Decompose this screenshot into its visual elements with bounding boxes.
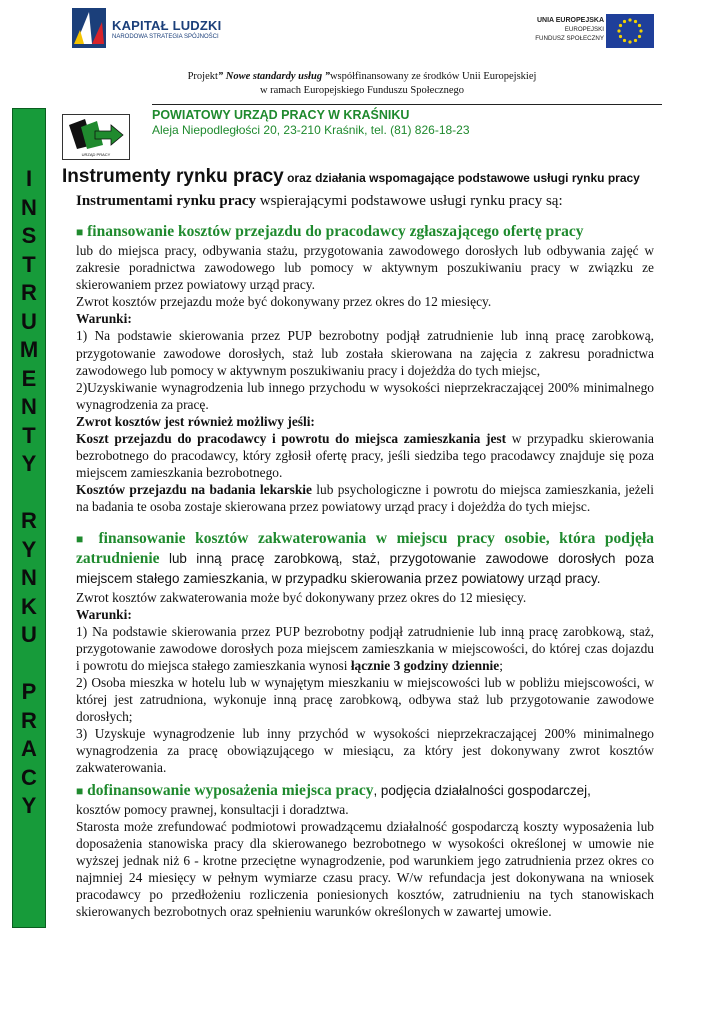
intro: [76, 191, 654, 211]
eu-line3: FUNDUSZ SPOŁECZNY: [535, 35, 604, 42]
sidebar-letter: N: [21, 394, 37, 419]
page-title: [62, 165, 654, 190]
sidebar-letter: U: [21, 622, 37, 647]
eu-flag-icon: [606, 14, 654, 48]
sidebar-letter: I: [25, 166, 33, 191]
sidebar-letter: P: [21, 679, 37, 704]
s2-c1-post: ;: [499, 657, 503, 673]
s1-cond-label: Warunki:: [76, 311, 132, 327]
s1-a2-bold: Kosztów przejazdu na badania lekarskie: [76, 482, 312, 498]
section2-title: finansowanie kosztów zakwaterowania w miejscu pracy osobie, która podjęła zatrudnienie: [76, 529, 654, 567]
s1-c2: 2)Uzyskiwanie wynagrodzenia lub innego przychodu w wysokości nieprzekraczającej 200% minimalnego wynagrodzenia za pracę.: [76, 379, 654, 412]
s1-also-label: Zwrot kosztów jest również możliwy jeśli:: [76, 413, 315, 429]
section3-title-cont: , podjęcia działalności gospodarczej,: [373, 782, 591, 798]
s2-cond-label: Warunki:: [76, 606, 132, 622]
project-prefix: Projekt: [187, 71, 218, 82]
project-title: ” Nowe standardy usług ”: [217, 71, 330, 82]
s1-c1: 1) Na podstawie skierowania przez PUP bezrobotny podjął zatrudnienie lub inną pracę zarobkową, przygotowanie zawodowe dorosłych, staż lub została skierowana na zajęcia z zakresu poradnictwa zawodowego lub pomocy w aktywnym poszukiwaniu pracy i dojeżdża do tych miejsc,: [76, 328, 654, 378]
sidebar-letter: T: [22, 422, 36, 448]
sidebar-letter: Y: [21, 536, 37, 562]
sidebar-letter: E: [21, 365, 37, 391]
kapital-ludzki-title: KAPITAŁ LUDZKI: [112, 18, 222, 33]
sidebar-letter: N: [21, 565, 37, 590]
s1-p1: lub do miejsca pracy, odbywania stażu, przygotowania zawodowego dorosłych lub odbywania zajęć w zakresie poradnictwa zawodowego lub pomocy w aktywnym poszukiwaniu pracy w związku ze skierowaniem przez powiatowy urząd pracy.: [76, 243, 654, 293]
sidebar-letter: R: [21, 707, 37, 733]
s2-c2: 2) Osoba mieszka w hotelu lub w wynajętym mieszkaniu w miejscowości lub w pobliżu miejscowości, w której jest zatrudniona, wykonuje inną pracę zarobkową, odbywa staż lub przygotowanie zawodowe dorosłych;: [76, 674, 654, 725]
s2-c1-bold: łącznie 3 godziny dziennie: [350, 657, 500, 673]
sidebar-letter: U: [21, 308, 37, 334]
s2-p1: Zwrot kosztów zakwaterowania może być dokonywany przez okres do 12 miesięcy.: [76, 589, 527, 605]
project-info: [0, 70, 724, 98]
section1-title: finansowanie kosztów przejazdu do pracodawcy zgłaszającego ofertę pracy: [83, 223, 584, 240]
sidebar-letter: M: [19, 337, 39, 362]
kapital-ludzki-logo: [72, 8, 106, 48]
sidebar-letter: T: [22, 251, 36, 277]
s1-a2: [76, 481, 654, 515]
s1-p2: Zwrot kosztów przejazdu może być dokonywany przez okres do 12 miesięcy.: [76, 294, 492, 310]
main-content: [62, 165, 654, 920]
office-address: Aleja Niepodległości 20, 23-210 Kraśnik, tel. (81) 826-18-23: [152, 123, 470, 137]
sidebar-letter: R: [21, 280, 37, 305]
section2-title-cont: lub inną pracę zarobkową, staż, przygotowanie zawodowe dorosłych poza miejscem stałego zamieszkania, w przypadku skierowania przez powiatowy urząd pracy.: [76, 550, 654, 586]
document-body: [76, 222, 654, 920]
section2-heading: [76, 529, 654, 589]
s3-p0: kosztów pomocy prawnej, konsultacji i doradztwa.: [76, 801, 349, 817]
sidebar-letter: N: [21, 194, 37, 220]
office-name: POWIATOWY URZĄD PRACY W KRAŚNIKU: [152, 108, 410, 122]
s2-c3: 3) Uzyskuje wynagrodzenie lub inny przychód w wysokości nieprzekraczającej 200% minimalnego wynagrodzenia za pracę obowiązującego w miesiącu, za który jest dokonywany zwrot kosztów zakwaterowania.: [76, 726, 654, 776]
section3-heading: [76, 781, 654, 801]
header-divider: [152, 104, 662, 105]
project-suffix: współfinansowany ze środków Unii Europejskiej: [329, 71, 537, 82]
section3-title: dofinansowanie wyposażenia miejsca pracy: [83, 781, 374, 799]
eu-line2: EUROPEJSKI: [564, 26, 604, 33]
sidebar-letter: [12, 479, 46, 508]
project-line2: w ramach Europejskiego Funduszu Społecznego: [259, 85, 465, 96]
pup-logo-caption: URZĄD PRACY: [81, 152, 111, 157]
s2-c1-pre: 1) Na podstawie skierowania przez PUP bezrobotny podjął zatrudnienie lub inną pracę zarobkową, staż, przygotowanie zawodowe dorosłych poza miejscem zamieszkania w miejscowości, do której czas dojazdu i powrotu do miejsca stałego zamieszkania wynosi: [76, 623, 654, 673]
sidebar-letter: [12, 650, 46, 679]
sidebar-letter: K: [21, 593, 37, 619]
section1-heading: [76, 222, 654, 242]
s1-a1-rest: w przypadku skierowania bezrobotnego do pracodawcy, który zgłosił ofertę pracy, jeśli siedziba tego pracodawcy znajduje się poza miejscem zamieszkania bezrobotnego.: [76, 431, 654, 481]
s1-a1: [76, 430, 654, 481]
s2-c1: [76, 623, 654, 674]
sidebar-letter: C: [21, 764, 37, 790]
bullet-square-icon: ■: [76, 225, 84, 239]
bullet-square-icon: ■: [76, 783, 84, 798]
intro-bold: Instrumentami rynku pracy: [76, 193, 257, 209]
title-main: Instrumenty rynku pracy: [62, 166, 284, 187]
bullet-square-icon: ■: [76, 531, 89, 546]
eu-label: [520, 16, 604, 43]
pup-logo: [62, 114, 130, 160]
sidebar-letter: R: [21, 508, 37, 533]
eu-line1: UNIA EUROPEJSKA: [536, 17, 604, 24]
sidebar-letter: Y: [21, 793, 37, 818]
sidebar-letters: [12, 165, 46, 821]
kapital-ludzki-subtitle: NARODOWA STRATEGIA SPÓJNOŚCI: [112, 34, 219, 40]
s1-a2-rest: lub psychologiczne i powrotu do miejsca zamieszkania, jeżeli na badania te osoba zostaje skierowana przez powiatowy urząd pracy i dojeżdża do tych miejsc.: [76, 482, 654, 515]
sidebar-letter: A: [21, 736, 37, 761]
title-sub: oraz działania wspomagające podstawowe usługi rynku pracy: [283, 171, 640, 185]
s3-p1: Starosta może zrefundować podmiotowi prowadzącemu działalność gospodarczą koszty wyposażenia lub doposażenia stanowiska pracy dla skierowanego bezrobotnego w wysokości określonej w umowie nie wyższej jednak niż 6 - krotne przeciętne wynagrodzenie, pod warunkiem jego zatrudnienia przez okres co najmniej 24 miesięcy w pełnym wymiarze czasu pracy. W/w refundacja jest dokonywana na wniosek pracodawcy po przedłożeniu rozliczenia poniesionych kosztów, zatrudnieniu na tych stanowiskach skierowanych bezrobotnych oraz spełnieniu warunków określonych w zawartej umowie.: [76, 818, 654, 920]
sidebar-letter: S: [21, 223, 37, 248]
s1-a1-bold: Koszt przejazdu do pracodawcy i powrotu do miejsca zamieszkania jest: [76, 431, 507, 447]
intro-rest: wspierającymi podstawowe usługi rynku pracy są:: [256, 193, 563, 209]
sidebar-letter: Y: [21, 451, 37, 476]
